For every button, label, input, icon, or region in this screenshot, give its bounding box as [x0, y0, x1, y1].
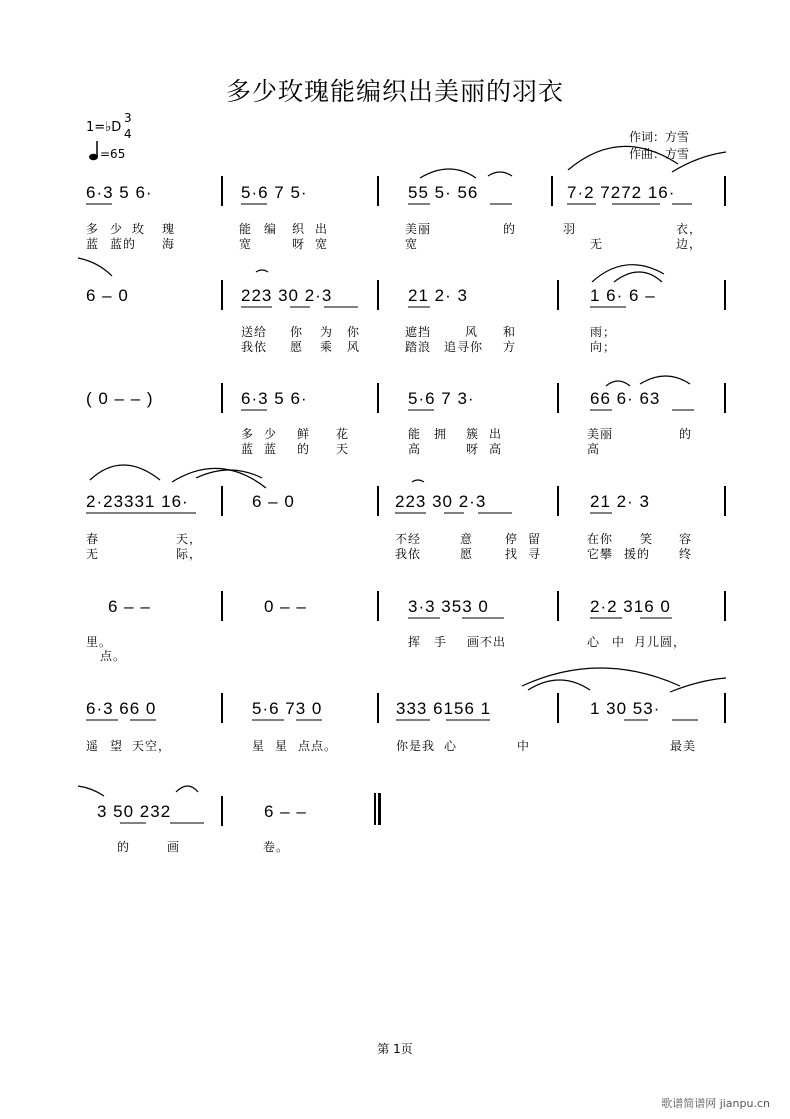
barline	[724, 693, 726, 723]
time-signature-top: 3	[124, 111, 132, 125]
lyric: 际，	[176, 547, 203, 561]
lyric: 簇	[466, 427, 480, 441]
key-signature: 1=♭D	[86, 120, 122, 135]
lyric: 我依	[395, 547, 422, 561]
measure: 2·2 316 0	[590, 597, 671, 616]
barline	[557, 591, 559, 621]
lyric: 停	[505, 532, 519, 546]
lyric: 手	[434, 635, 448, 649]
lyric: 出	[315, 222, 329, 236]
lyric: 高	[489, 442, 503, 456]
lyric: 里。	[86, 635, 113, 649]
barline	[724, 486, 726, 516]
lyric: 追寻你	[444, 340, 484, 354]
barline	[557, 383, 559, 413]
lyric: 无	[590, 237, 604, 251]
lyric: 援的	[624, 547, 651, 561]
lyric: 点点。	[298, 739, 338, 753]
lyric: 天空，	[132, 739, 172, 753]
lyric: 送给	[241, 325, 268, 339]
lyric: 容	[679, 532, 693, 546]
lyric: 蓝	[264, 442, 278, 456]
measure: 223 30 2·3	[241, 286, 333, 305]
slur	[412, 480, 424, 482]
lyric: 寻	[528, 547, 542, 561]
barline	[557, 486, 559, 516]
measure: 0 – –	[264, 597, 307, 616]
barline	[557, 693, 559, 723]
lyric: 愿	[290, 340, 304, 354]
lyric: 无	[86, 547, 100, 561]
slur	[90, 465, 160, 480]
barline	[377, 591, 379, 621]
measure: 21 2· 3	[408, 286, 468, 305]
lyric: 遮挡	[405, 325, 432, 339]
time-signature-bottom: 4	[124, 127, 132, 141]
watermark: 歌谱简谱网 jianpu.cn	[661, 1097, 770, 1110]
measure: 6 – –	[264, 802, 307, 821]
measure: 5·6 73 0	[252, 699, 323, 718]
lyric: 衣，	[676, 222, 703, 236]
lyric: 它攀	[587, 547, 614, 561]
lyric: 海	[162, 237, 176, 251]
lyric: 少	[264, 427, 278, 441]
slur	[196, 470, 262, 478]
song-title: 多少玫瑰能编织出美丽的羽衣	[225, 77, 564, 106]
lyric: 天	[336, 442, 350, 456]
lyric: 花	[336, 427, 350, 441]
lyric: 拥	[434, 427, 448, 441]
lyric: 我依	[241, 340, 268, 354]
measure: 1 6· 6 –	[590, 286, 656, 305]
lyric: 鲜	[297, 427, 311, 441]
lyric: 笑	[640, 532, 654, 546]
lyric: 望	[110, 739, 124, 753]
composer-credit: 作曲：方雪	[629, 147, 690, 161]
barline	[221, 486, 223, 516]
tempo-value: =65	[100, 147, 126, 161]
lyric: 中	[517, 739, 531, 753]
lyric: 美丽	[587, 427, 614, 441]
measure: 6·3 5 6·	[86, 183, 153, 202]
measure: 6 – –	[108, 597, 151, 616]
lyric: 宽	[405, 237, 419, 251]
lyric: 终	[679, 547, 693, 561]
lyric: 画	[167, 840, 181, 854]
barline	[724, 383, 726, 413]
lyric: 蓝	[241, 442, 255, 456]
lyric: 在你	[587, 532, 614, 546]
slur	[614, 272, 662, 282]
lyric: 多	[86, 222, 100, 236]
lyric: 愿	[460, 547, 474, 561]
barline	[377, 693, 379, 723]
lyric: 的	[503, 222, 517, 236]
barline	[377, 176, 379, 206]
slur	[640, 376, 690, 384]
lyric: 羽	[563, 222, 577, 236]
measure: 5·6 7 5·	[241, 183, 308, 202]
slur	[606, 381, 630, 386]
slur	[172, 468, 266, 488]
measure: 6·3 5 6·	[241, 389, 308, 408]
lyric: 边，	[676, 237, 703, 251]
slur	[592, 265, 664, 282]
final-barline-thick	[378, 793, 381, 825]
lyric: 天，	[176, 532, 203, 546]
lyricist-credit: 作词：方雪	[629, 130, 690, 144]
lyric: 春	[86, 532, 100, 546]
lyric: 宽	[239, 237, 253, 251]
lyric: 遥	[86, 739, 100, 753]
lyric: 和	[503, 325, 517, 339]
lyric: 呀	[292, 237, 306, 251]
lyric: 织	[292, 222, 306, 236]
lyric: 美丽	[405, 222, 432, 236]
lyric: 风	[465, 325, 479, 339]
lyric: 你	[290, 325, 304, 339]
slur	[78, 786, 104, 796]
measure: 6 – 0	[86, 286, 129, 305]
lyric: 高	[408, 442, 422, 456]
barline	[221, 383, 223, 413]
barline	[724, 591, 726, 621]
barline	[377, 383, 379, 413]
measure: 55 5· 56	[408, 183, 479, 202]
lyric: 最美	[670, 739, 697, 753]
barline	[551, 176, 553, 206]
lyric: 宽	[315, 237, 329, 251]
slur	[176, 786, 198, 792]
slur	[256, 270, 268, 272]
lyric: 星	[275, 739, 289, 753]
lyric: 玫	[132, 222, 146, 236]
measure: 223 30 2·3	[395, 492, 487, 511]
measure: 21 2· 3	[590, 492, 650, 511]
measure: 3·3 353 0	[408, 597, 489, 616]
barline	[377, 280, 379, 310]
barline	[221, 176, 223, 206]
barline	[221, 591, 223, 621]
lyric: 心	[444, 739, 458, 753]
measure: ( 0 – – )	[86, 389, 154, 408]
slur	[522, 668, 680, 686]
lyric: 的	[297, 442, 311, 456]
measure: 66 6· 63	[590, 389, 661, 408]
lyric: 高	[587, 442, 601, 456]
lyric: 的	[679, 427, 693, 441]
lyric: 为	[320, 325, 334, 339]
measure: 7·2 7272 16·	[567, 183, 676, 202]
lyric: 蓝的	[110, 237, 137, 251]
barline	[557, 280, 559, 310]
lyric: 不经	[395, 532, 422, 546]
lyric: 瑰	[162, 222, 176, 236]
lyric: 雨；	[590, 325, 617, 339]
lyric: 挥	[408, 635, 422, 649]
barline	[221, 280, 223, 310]
lyric: 留	[528, 532, 542, 546]
measure: 1 30 53·	[590, 699, 661, 718]
lyric: 呀	[466, 442, 480, 456]
lyric: 月儿圆，	[634, 635, 687, 649]
lyric: 蓝	[86, 237, 100, 251]
lyric: 点。	[100, 649, 127, 663]
slur	[78, 258, 112, 276]
lyric: 向；	[590, 340, 617, 354]
lyric: 卷。	[263, 840, 290, 854]
measure: 5·6 7 3·	[408, 389, 475, 408]
barline	[377, 486, 379, 516]
lyric: 少	[110, 222, 124, 236]
lyric: 心	[587, 635, 601, 649]
slur	[528, 680, 590, 690]
measure: 3 50 232	[97, 802, 172, 821]
lyric: 找	[505, 547, 519, 561]
measure: 2·23331 16·	[86, 492, 189, 511]
lyric: 星	[252, 739, 266, 753]
lyric: 能	[239, 222, 253, 236]
lyric: 方	[503, 340, 517, 354]
slur	[670, 678, 726, 692]
slur	[420, 169, 476, 178]
lyric: 能	[408, 427, 422, 441]
lyric: 你是我	[396, 739, 436, 753]
page-number: 第 1页	[377, 1042, 413, 1056]
lyric: 编	[264, 222, 278, 236]
lyric: 乘	[320, 340, 334, 354]
slur	[488, 172, 512, 176]
barline	[221, 693, 223, 723]
lyric: 踏浪	[405, 340, 432, 354]
final-barline	[374, 793, 376, 825]
barline	[724, 176, 726, 206]
lyric: 中	[612, 635, 626, 649]
lyric: 画不出	[467, 635, 507, 649]
lyric: 出	[489, 427, 503, 441]
lyric: 意	[460, 532, 474, 546]
measure: 333 6156 1	[396, 699, 492, 718]
measure: 6 – 0	[252, 492, 295, 511]
lyric: 风	[347, 340, 361, 354]
barline	[724, 280, 726, 310]
barline	[221, 796, 223, 826]
lyric: 多	[241, 427, 255, 441]
measure: 6·3 66 0	[86, 699, 157, 718]
lyric: 的	[117, 840, 131, 854]
lyric: 你	[347, 325, 361, 339]
